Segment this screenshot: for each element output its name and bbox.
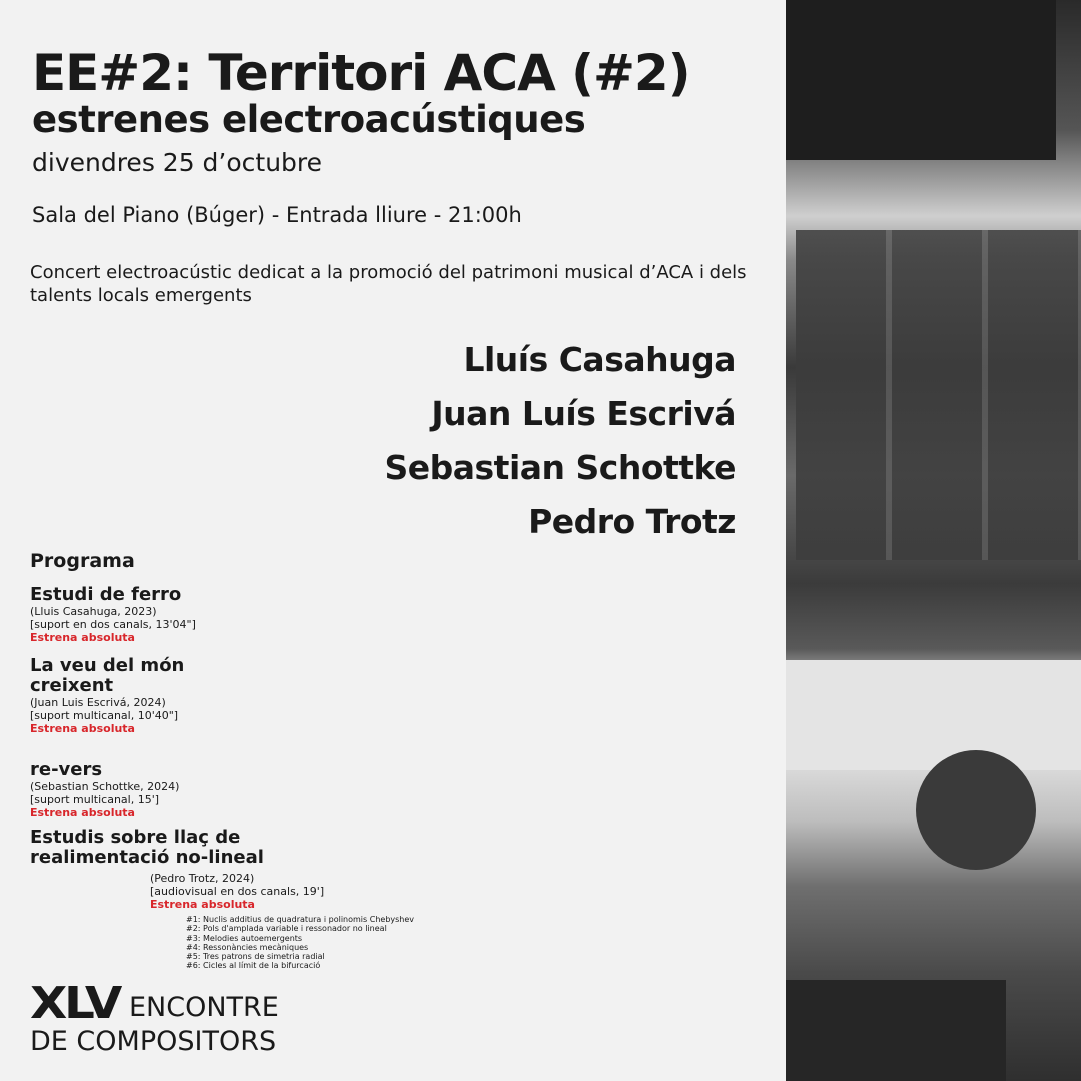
logo-line-1: ENCONTRE <box>128 992 279 1023</box>
event-venue: Sala del Piano (Búger) - Entrada lliure - 21:00h <box>32 203 522 227</box>
work-format: [suport multicanal, 10'40"] <box>30 709 179 722</box>
program-work <box>30 656 230 735</box>
work-title: Estudis sobre llaç de realimentació no-lineal <box>30 827 264 868</box>
program-work <box>30 760 390 819</box>
logo-numeral: XLV <box>30 978 120 1029</box>
program-heading: Programa <box>30 550 135 572</box>
festival-logo <box>30 978 279 1058</box>
photo-wall <box>796 230 1081 560</box>
event-description: Concert electroacústic dedicat a la promoció del patrimoni musical d’ACA i dels talents locals emergents <box>30 262 747 306</box>
composer-name: Lluís Casahuga <box>463 340 736 379</box>
premiere-label: Estrena absoluta <box>30 806 135 819</box>
composer-name: Sebastian Schottke <box>384 448 736 487</box>
premiere-label: Estrena absoluta <box>30 722 135 735</box>
work-author: (Pedro Trotz, 2024) <box>150 872 255 885</box>
work-title: La veu del món creixent <box>30 655 185 696</box>
program-work <box>30 827 325 911</box>
work-title: Estudi de ferro <box>30 584 182 605</box>
work-format: [audiovisual en dos canals, 19'] <box>150 885 325 898</box>
event-date: divendres 25 d’octubre <box>32 148 323 177</box>
work-author: (Juan Luis Escrivá, 2024) <box>30 696 166 709</box>
work-author: (Lluis Casahuga, 2023) <box>30 605 157 618</box>
photo-panel <box>786 0 1081 1081</box>
movement-item: #2: Pols d'amplada variable i ressonador no lineal <box>186 924 387 934</box>
work-format: [suport multicanal, 15'] <box>30 793 160 806</box>
movement-item: #3: Melodies autoemergents <box>186 933 303 943</box>
premiere-label: Estrena absoluta <box>150 898 255 911</box>
photo-equipment <box>786 0 1056 160</box>
photo-frame <box>786 980 1006 1081</box>
event-title: EE#2: Territori ACA (#2) <box>32 44 690 102</box>
work-author: (Sebastian Schottke, 2024) <box>30 780 180 793</box>
composer-name: Juan Luís Escrivá <box>431 394 736 433</box>
logo-line-2: DE COMPOSITORS <box>30 1026 277 1057</box>
movement-item: #4: Ressonàncies mecàniques <box>186 942 309 952</box>
work-title: re-vers <box>30 759 103 780</box>
photo-portrait <box>916 750 1036 870</box>
event-subtitle: estrenes electroacústiques <box>32 98 586 141</box>
composer-name: Pedro Trotz <box>528 502 736 541</box>
premiere-label: Estrena absoluta <box>30 631 135 644</box>
movement-item: #5: Tres patrons de simetria radial <box>186 952 325 962</box>
movement-list <box>186 915 414 971</box>
program-work <box>30 585 390 644</box>
photo-light-band <box>786 660 1081 770</box>
work-format: [suport en dos canals, 13'04"] <box>30 618 196 631</box>
movement-item: #1: Nuclis additius de quadratura i polinomis Chebyshev <box>186 915 415 924</box>
movement-item: #6: Cicles al límit de la bifurcació <box>186 961 321 971</box>
composer-list <box>384 340 736 556</box>
